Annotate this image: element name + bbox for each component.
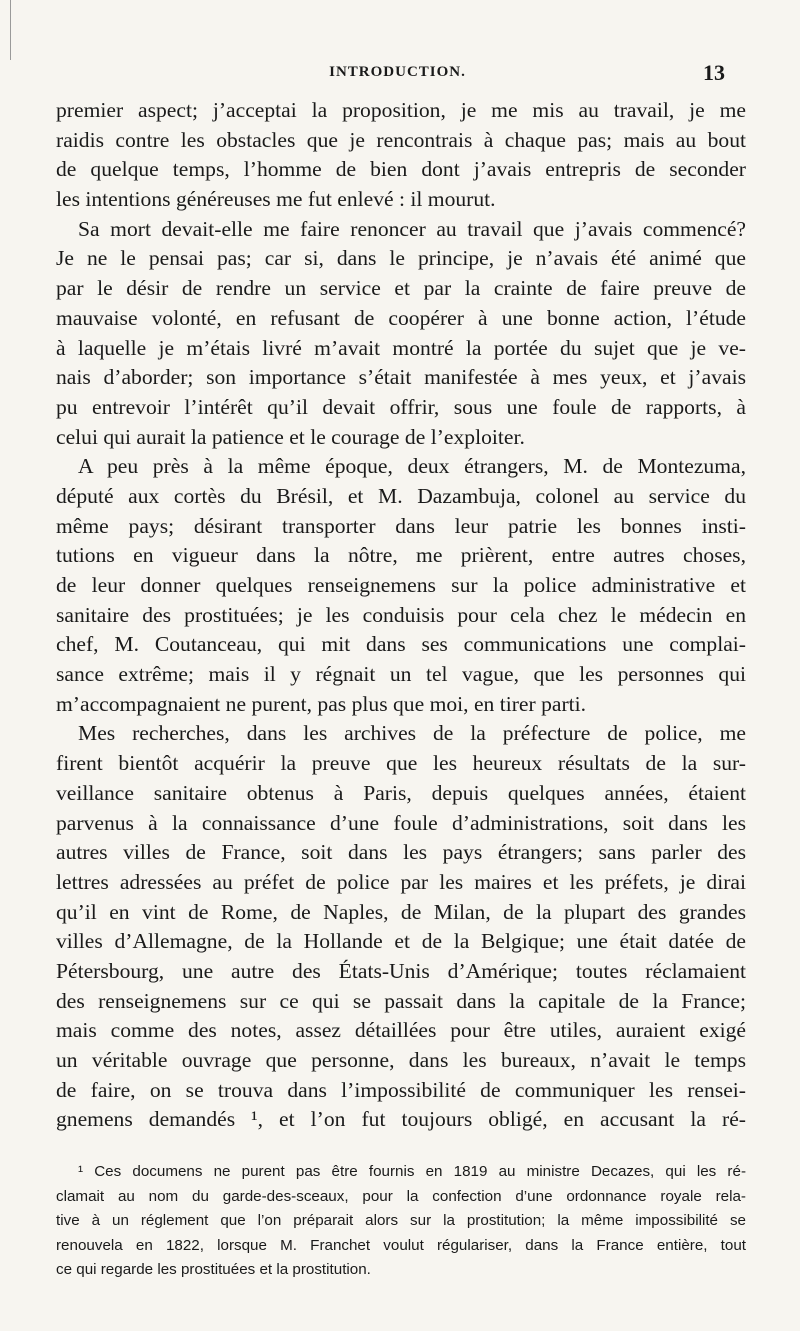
footnote-line: ¹ Ces documens ne purent pas être fournis en 1819 au ministre Decazes, qui les ré- (78, 1163, 746, 1180)
text-line: Mes recherches, dans les archives de la préfecture de police, me (78, 721, 746, 746)
text-line: villes d’Allemagne, de la Hollande et de la Belgique; une était datée de (56, 929, 746, 954)
text-line: de quelque temps, l’homme de bien dont j’avais entrepris de seconder (56, 157, 746, 182)
text-line: firent bientôt acquérir la preuve que les heureux résultats de la sur- (56, 751, 746, 776)
footnote-line: clamait au nom du garde-des-sceaux, pour la confection d’une ordonnance royale rela- (56, 1187, 746, 1205)
text-line: gnemens demandés ¹, et l’on fut toujours obligé, en accusant la ré- (56, 1107, 746, 1132)
text-line: député aux cortès du Brésil, et M. Dazambuja, colonel au service du (56, 483, 746, 508)
text-line: les intentions généreuses me fut enlevé : il mourut. (56, 187, 496, 212)
text-line: raidis contre les obstacles que je rencontrais à chaque pas; mais au bout (56, 127, 746, 152)
text-line: des renseignemens sur ce qui se passait dans la capitale de la France; (56, 988, 746, 1013)
footnote-line: ce qui regarde les prostituées et la prostitution. (56, 1261, 371, 1279)
running-title: INTRODUCTION. (329, 64, 466, 80)
footnotes (56, 1160, 746, 1283)
page-number: 13 (703, 60, 725, 85)
text-line: m’accompagnaient ne purent, pas plus que moi, en tirer parti. (56, 691, 587, 716)
text-line: veillance sanitaire obtenus à Paris, depuis quelques années, étaient (56, 780, 746, 805)
text-line: nais d’aborder; son importance s’était manifestée à mes yeux, et j’avais (56, 365, 746, 390)
main-text (56, 96, 746, 1135)
page-edge-mark (0, 0, 11, 60)
text-line: sance extrême; mais il y régnait un tel vague, que les personnes qui (56, 662, 746, 687)
text-line: chef, M. Coutanceau, qui mit dans ses communications une complai- (56, 632, 746, 657)
footnote-line: renouvela en 1822, lorsque M. Franchet voulut régulariser, dans la France entière, tout (56, 1236, 746, 1254)
text-line: un véritable ouvrage que personne, dans les bureaux, n’avait le temps (56, 1048, 746, 1072)
text-line: Sa mort devait-elle me faire renoncer au travail que j’avais commencé? (78, 216, 746, 241)
page-header (70, 60, 725, 94)
text-line: A peu près à la même époque, deux étrangers, M. de Montezuma, (78, 454, 746, 479)
text-line: tutions en vigueur dans la nôtre, me prièrent, entre autres choses, (56, 543, 746, 568)
text-line: par le désir de rendre un service et par la crainte de faire preuve de (56, 276, 746, 301)
text-line: qu’il en vint de Rome, de Naples, de Milan, de la plupart des grandes (56, 899, 746, 924)
text-line: celui qui aurait la patience et le courage de l’exploiter. (56, 424, 525, 449)
text-line: Pétersbourg, une autre des États-Unis d’Amérique; toutes réclamaient (56, 958, 746, 983)
text-line: sanitaire des prostituées; je les conduisis pour cela chez le médecin en (56, 602, 746, 627)
text-line: pu entrevoir l’intérêt qu’il devait offrir, sous une foule de rapports, à (56, 394, 746, 419)
text-line: parvenus à la connaissance d’une foule d’administrations, soit dans les (56, 810, 746, 835)
text-line: autres villes de France, soit dans les pays étrangers; sans parler des (56, 840, 746, 865)
text-line: mais comme des notes, assez détaillées pour être utiles, auraient exigé (56, 1018, 746, 1043)
footnote-line: tive à un réglement que l’on préparait alors sur la prostitution; la même impossibilité se (56, 1212, 746, 1230)
text-line: de faire, on se trouva dans l’impossibilité de communiquer les rensei- (56, 1077, 746, 1102)
text-line: premier aspect; j’acceptai la proposition, je me mis au travail, je me (56, 98, 746, 122)
text-line: lettres adressées au préfet de police par les maires et les préfets, je dirai (56, 869, 746, 894)
text-line: à laquelle je m’étais livré m’avait montré la portée du sujet que je ve- (56, 335, 746, 360)
text-line: de leur donner quelques renseignemens sur la police administrative et (56, 573, 746, 597)
text-line: même pays; désirant transporter dans leur patrie les bonnes insti- (56, 513, 746, 538)
text-line: mauvaise volonté, en refusant de coopérer à une bonne action, l’étude (56, 305, 746, 330)
text-line: Je ne le pensai pas; car si, dans le principe, je n’avais été animé que (56, 246, 746, 271)
